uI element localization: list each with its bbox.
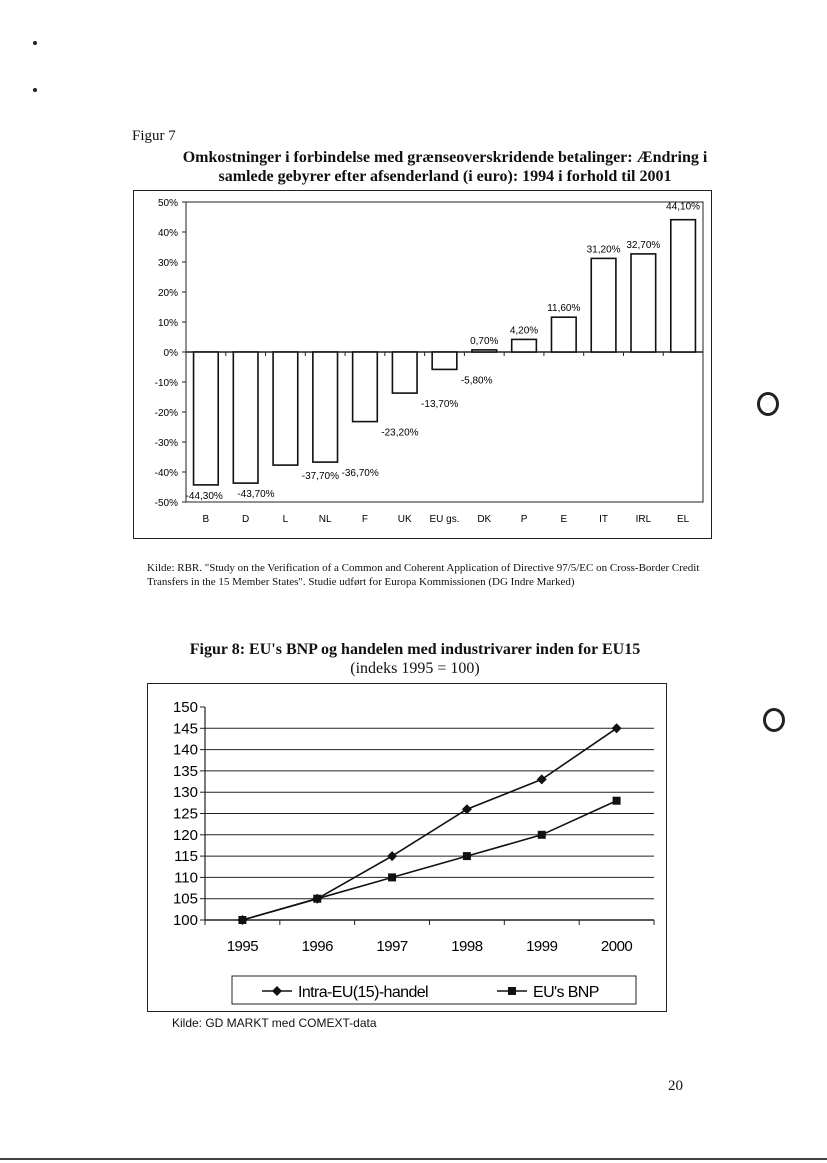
y-tick-label: 130: [172, 784, 198, 802]
x-tick-label: F: [361, 514, 369, 525]
data-point: [613, 797, 621, 805]
bar: [392, 352, 417, 393]
y-tick-label: 50%: [157, 198, 178, 209]
data-point: [538, 831, 546, 839]
punch-hole: [763, 708, 785, 732]
y-tick-label: -50%: [154, 498, 178, 509]
y-tick-label: 110: [174, 869, 198, 887]
data-label: -5,80%: [460, 375, 493, 387]
figure8-subtitle: (indeks 1995 = 100): [350, 660, 480, 677]
x-tick-label: 1996: [301, 938, 333, 955]
data-label: -36,70%: [341, 468, 379, 480]
data-label: -13,70%: [421, 399, 459, 411]
y-tick-label: 20%: [157, 288, 178, 299]
y-tick-label: 125: [172, 805, 198, 823]
series-line: [242, 801, 616, 920]
data-label: -37,70%: [301, 471, 340, 483]
x-tick-label: IRL: [635, 514, 652, 525]
data-label: -43,70%: [237, 489, 275, 501]
series-line: [242, 728, 616, 920]
y-tick-label: -10%: [154, 378, 178, 389]
page-number: 20: [668, 1078, 683, 1094]
data-point: [537, 774, 547, 784]
y-tick-label: 120: [172, 826, 198, 844]
margin-dot: [33, 88, 37, 92]
figure7-title-line1: Omkostninger i forbindelse med grænseoverskridende betalinger: Ændring i: [182, 149, 708, 166]
data-point: [388, 873, 396, 881]
data-point: [462, 804, 472, 814]
bar: [512, 339, 537, 352]
y-tick-label: 0%: [163, 348, 178, 359]
bar: [591, 258, 616, 352]
x-tick-label: P: [520, 514, 528, 525]
chart-frame: [134, 191, 712, 539]
data-label: 32,70%: [626, 239, 661, 251]
y-tick-label: 150: [172, 699, 198, 716]
figure8-title-block: [150, 640, 680, 678]
data-label: -23,20%: [381, 427, 419, 439]
x-tick-label: 1995: [226, 938, 259, 955]
y-tick-label: -40%: [154, 468, 178, 479]
bar: [631, 254, 656, 352]
y-tick-label: 135: [172, 762, 198, 780]
bar: [671, 220, 696, 352]
y-tick-label: 10%: [157, 318, 178, 329]
figure7-title-line2: samlede gebyrer efter afsenderland (i euro): 1994 i forhold til 2001: [218, 168, 672, 185]
data-label: 0,70%: [470, 335, 499, 347]
line-chart: [147, 683, 667, 1012]
data-label: -44,30%: [185, 490, 223, 502]
data-label: 31,20%: [586, 244, 621, 256]
figure7-title: [160, 148, 730, 186]
x-tick-label: D: [242, 514, 250, 525]
y-tick-label: -20%: [154, 408, 178, 419]
x-tick-label: IT: [599, 514, 609, 525]
x-tick-label: EL: [676, 514, 690, 525]
figure8-title: Figur 8: EU's BNP og handelen med industrivarer inden for EU15: [189, 641, 641, 658]
figure7-source: Kilde: RBR. "Study on the Verification of a Common and Coherent Application of Directive 97/5/EC on Cross-Border Credit Transfers in the 15 Member States". Studie udført for Europa Kommissionen (DG Indre Marked): [147, 562, 700, 588]
x-tick-label: NL: [318, 514, 332, 525]
data-point: [313, 895, 321, 903]
x-tick-label: B: [202, 514, 210, 525]
y-tick-label: 105: [172, 890, 198, 908]
legend-label: Intra-EU(15)-handel: [298, 984, 428, 1001]
x-tick-label: 1998: [451, 938, 483, 955]
bar: [313, 352, 338, 462]
y-tick-label: 140: [172, 741, 198, 759]
data-point: [387, 851, 397, 861]
punch-hole: [757, 392, 779, 416]
bar: [551, 317, 576, 352]
y-tick-label: 145: [172, 720, 198, 738]
margin-dot: [33, 41, 37, 45]
y-tick-label: 40%: [157, 228, 178, 239]
data-label: 11,60%: [547, 303, 581, 315]
y-tick-label: 30%: [157, 258, 178, 269]
legend-label: EU's BNP: [533, 984, 599, 1001]
x-tick-label: UK: [397, 514, 412, 525]
bar: [472, 350, 497, 352]
data-label: 44,10%: [666, 201, 701, 213]
x-tick-label: DK: [477, 514, 492, 525]
legend-marker: [508, 987, 516, 995]
y-tick-label: 115: [174, 848, 198, 866]
bar: [353, 352, 378, 422]
figure8-source: Kilde: GD MARKT med COMEXT-data: [172, 1016, 377, 1030]
x-tick-label: 1997: [376, 938, 408, 955]
bar: [273, 352, 298, 465]
y-tick-label: -30%: [154, 438, 178, 449]
x-tick-label: 1999: [526, 938, 558, 955]
bar: [233, 352, 258, 483]
x-tick-label: EU gs.: [429, 514, 460, 525]
figure7-label: Figur 7: [132, 128, 176, 144]
x-tick-label: L: [282, 514, 289, 525]
bar: [194, 352, 219, 485]
y-tick-label: 100: [172, 912, 198, 929]
data-point: [238, 916, 246, 924]
data-point: [463, 852, 471, 860]
x-tick-label: 2000: [600, 938, 633, 955]
bar: [432, 352, 457, 369]
data-label: 4,20%: [509, 325, 539, 337]
data-point: [612, 723, 622, 733]
page-bottom-rule: [0, 1158, 827, 1160]
legend: [232, 976, 636, 1004]
bar-chart: [133, 190, 712, 539]
x-tick-label: E: [560, 514, 568, 525]
